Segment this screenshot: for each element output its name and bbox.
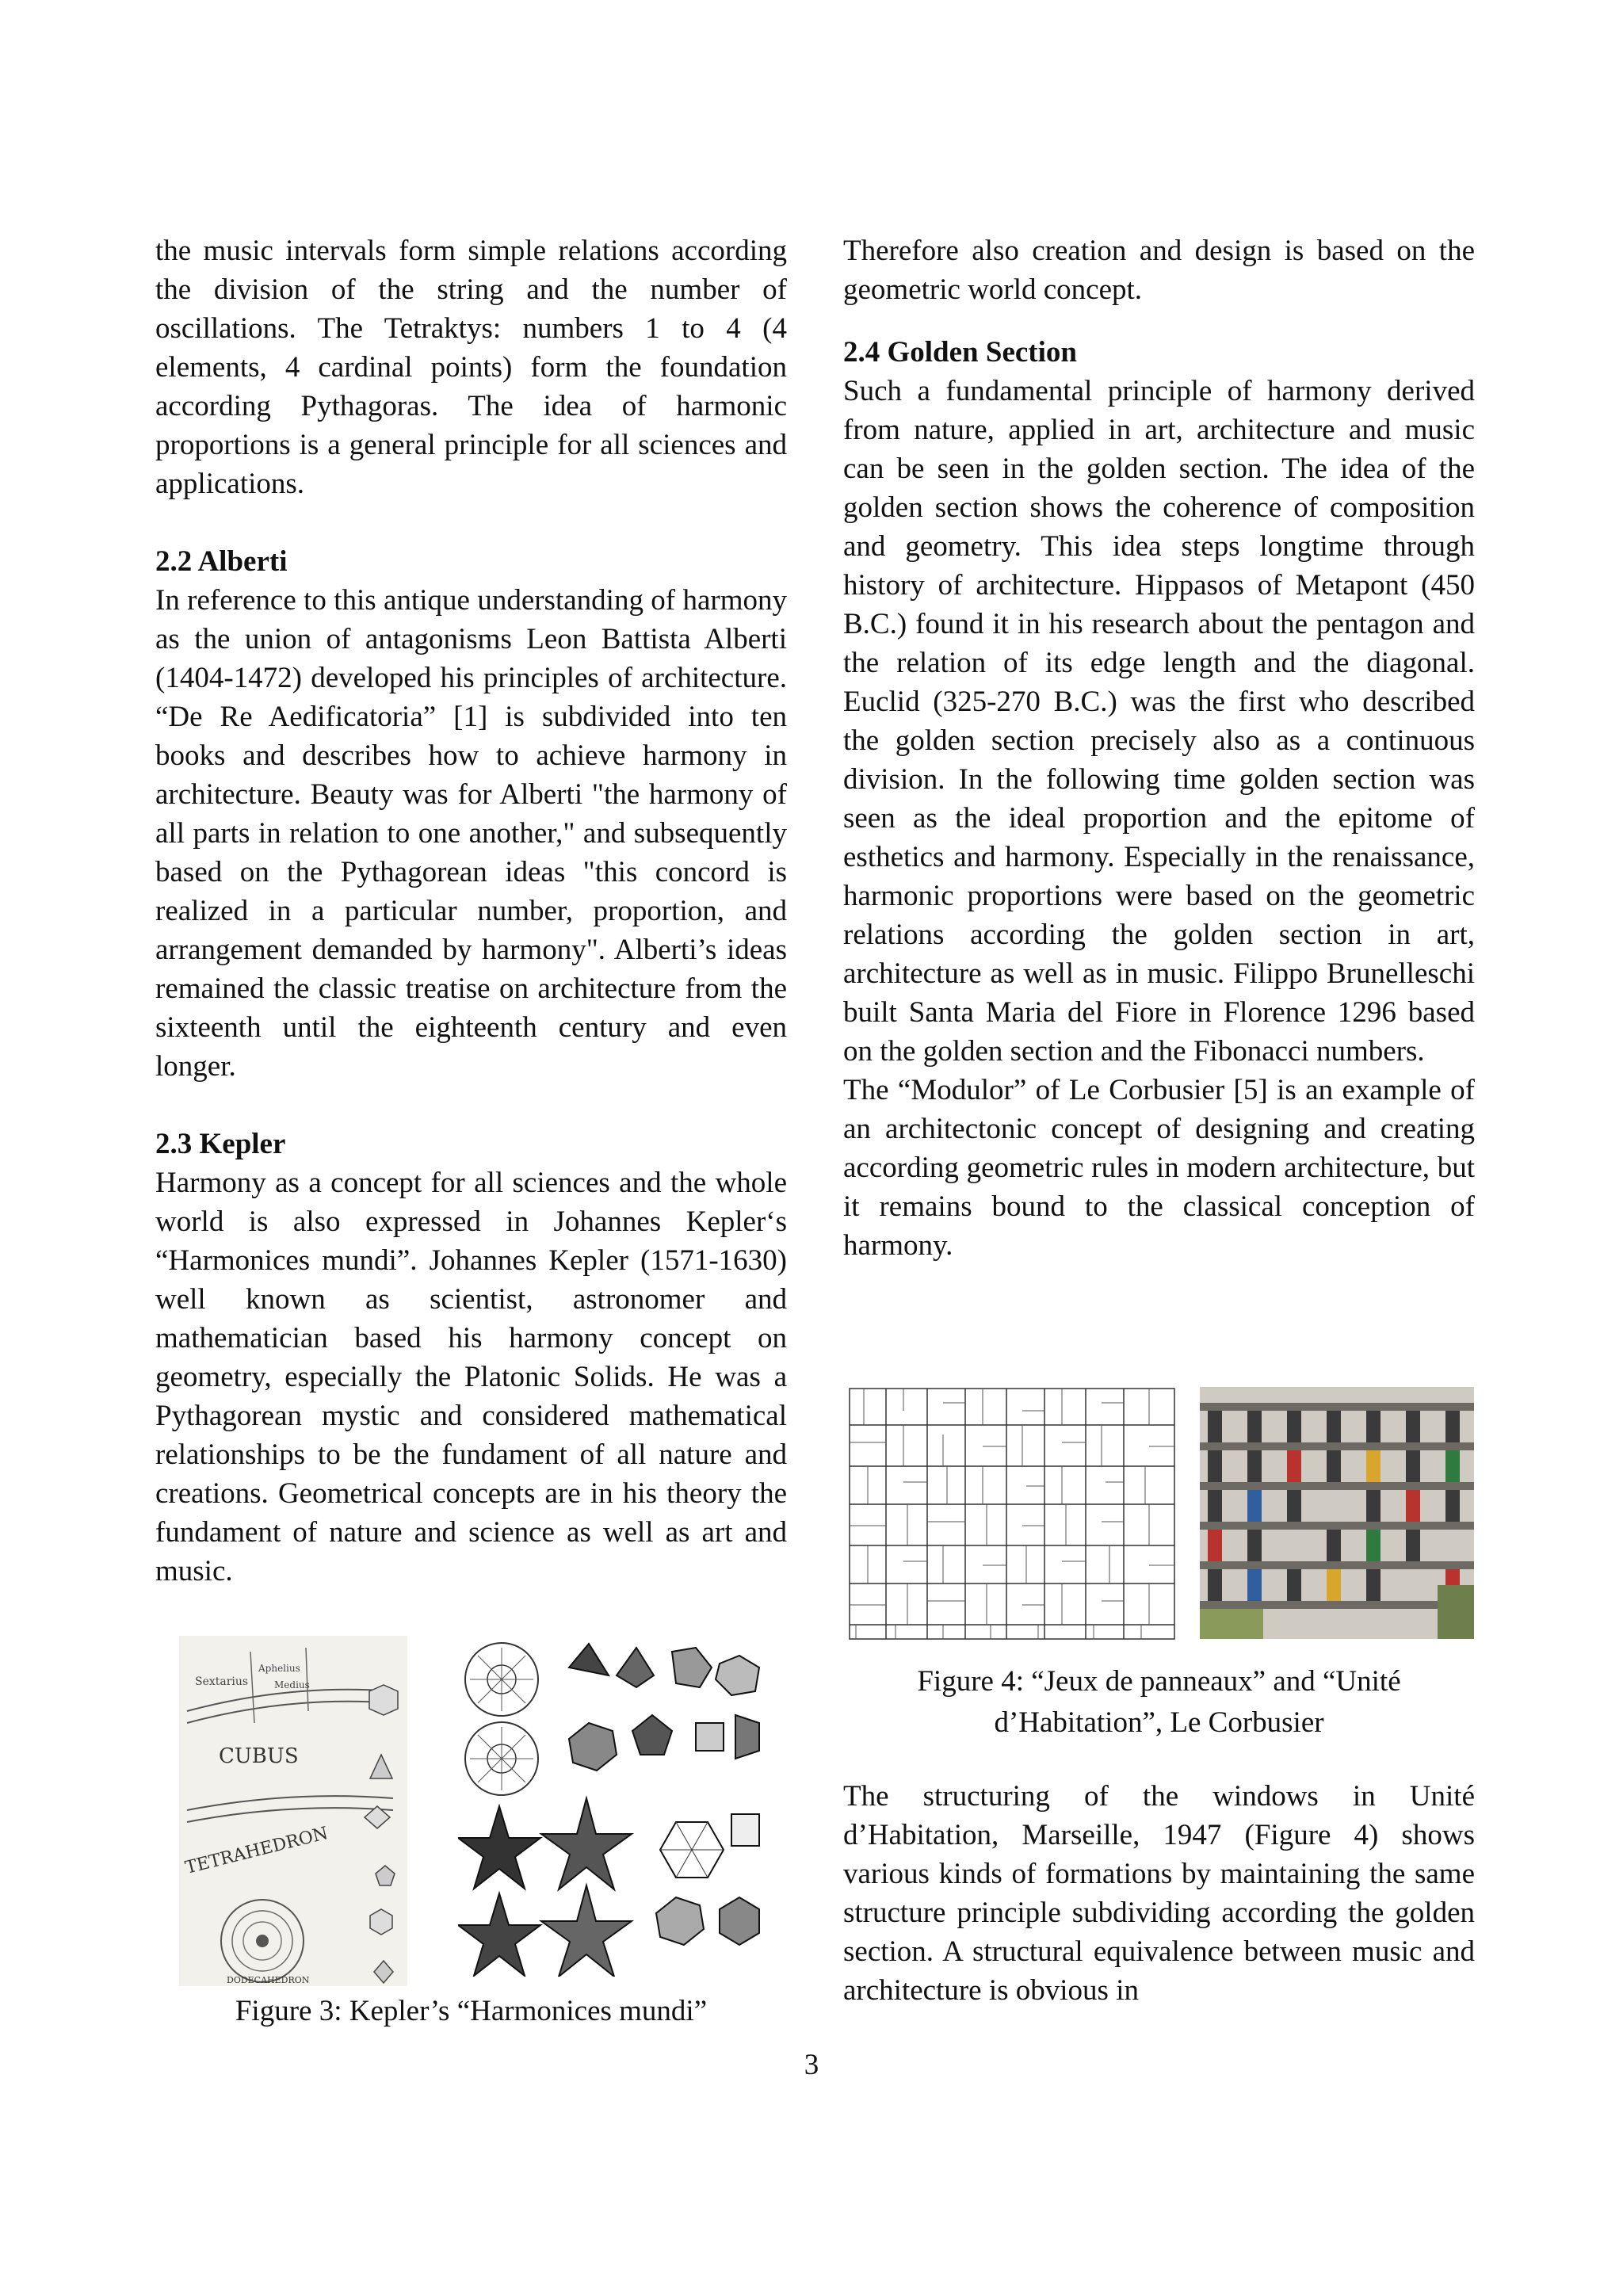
paragraph-intro: the music intervals form simple relations according the division of the string and the number of oscillations. The Tetraktys: numbers 1 to 4 (4 elements, 4 cardinal points) form the foundation according Pythagoras. The idea of harmonic proportions is a general principle for all sciences and applications. xyxy=(155,235,787,500)
paragraph-alberti: In reference to this antique understanding of harmony as the union of antagonisms Leon Battista Alberti (1404-1472) developed his principles of architecture. “De Re Aedificatoria” [1] is subdivided into ten books and describes how to achieve harmony in architecture. Beauty was for Alberti "the harmony of all parts in relation to one another," and subsequently based on the Pythagorean ideas "this concord is realized in a particular number, proportion, and arrangement demanded by harmony". Alberti’s ideas remained the classic treatise on architecture from the sixteenth until the eighteenth century and even longer. xyxy=(155,584,787,1083)
figure-4-panels-grid xyxy=(848,1387,1176,1641)
figure-4-caption-line-2: d’Habitation”, Le Corbusier xyxy=(994,1706,1324,1739)
figure-4-facade-photo xyxy=(1200,1387,1474,1639)
tetrahedron-label: TETRAHEDRON xyxy=(183,1823,330,1878)
cubus-label: CUBUS xyxy=(219,1744,299,1768)
paragraph-unite-habitation: The structuring of the windows in Unité d’Habitation, Marseille, 1947 (Figure 4) shows various kinds of formations by maintaining the same structure principle subdividing according the golden section. A structural equivalence between music and architecture is obvious in xyxy=(843,1780,1475,2007)
paragraph-kepler: Harmony as a concept for all sciences and the whole world is also expressed in Johannes Kepler‘s “Harmonices mundi”. Johannes Kepler (1571-1630) well known as scientist, astronomer and mathematician based his harmony concept on geometry, especially the Platonic Solids. He was a Pythagorean mystic and considered mathematical relationships to be the fundament of all nature and creations. Geometrical concepts are in his theory the fundament of nature and science as well as art and music. xyxy=(155,1167,787,1587)
paragraph-geometric-world: Therefore also creation and design is based on the geometric world concept. xyxy=(843,235,1475,306)
figure-4-caption-line-1: Figure 4: “Jeux de panneaux” and “Unité xyxy=(917,1665,1401,1698)
right-column-bottom xyxy=(843,1777,1475,2010)
figure-3-solids xyxy=(458,1636,769,1977)
dodecahedron-label: DODECAHEDRON xyxy=(227,1975,310,1985)
figure-4-caption xyxy=(843,1661,1475,1744)
svg-text:Sextarius: Sextarius xyxy=(195,1675,249,1688)
left-column xyxy=(155,231,787,1591)
paragraph-modulor: The “Modulor” of Le Corbusier [5] is an example of an architectonic concept of designing and creating according geometric rules in modern architecture, but it remains bound to the classical conception of harmony. xyxy=(843,1074,1475,1262)
figure-3-engraving xyxy=(179,1636,407,1986)
svg-text:Medius: Medius xyxy=(274,1679,310,1690)
section-heading-golden-section: 2.4 Golden Section xyxy=(843,336,1077,369)
figure-3-caption: Figure 3: Kepler’s “Harmonices mundi” xyxy=(235,1995,708,2027)
page-number: 3 xyxy=(804,2049,819,2081)
section-heading-kepler: 2.3 Kepler xyxy=(155,1128,286,1160)
section-heading-alberti: 2.2 Alberti xyxy=(155,545,288,578)
svg-text:Aphelius: Aphelius xyxy=(258,1663,300,1674)
right-column-top xyxy=(843,231,1475,1265)
paragraph-golden-section: Such a fundamental principle of harmony derived from nature, applied in art, architecture and music can be seen in the golden section. The idea of the golden section shows the coherence of composition and geometry. This idea steps longtime through history of architecture. Hippasos of Metapont (450 B.C.) found it in his research about the pentagon and the relation of its edge length and the diagonal. Euclid (325-270 B.C.) was the first who described the golden section precisely also as a continuous division. In the following time golden section was seen as the ideal proportion and the epitome of esthetics and harmony. Especially in the renaissance, harmonic proportions were based on the geometric relations according the golden section in art, architecture as well as in music. Filippo Brunelleschi built Santa Maria del Fiore in Florence 1296 based on the golden section and the Fibonacci numbers. xyxy=(843,375,1475,1068)
